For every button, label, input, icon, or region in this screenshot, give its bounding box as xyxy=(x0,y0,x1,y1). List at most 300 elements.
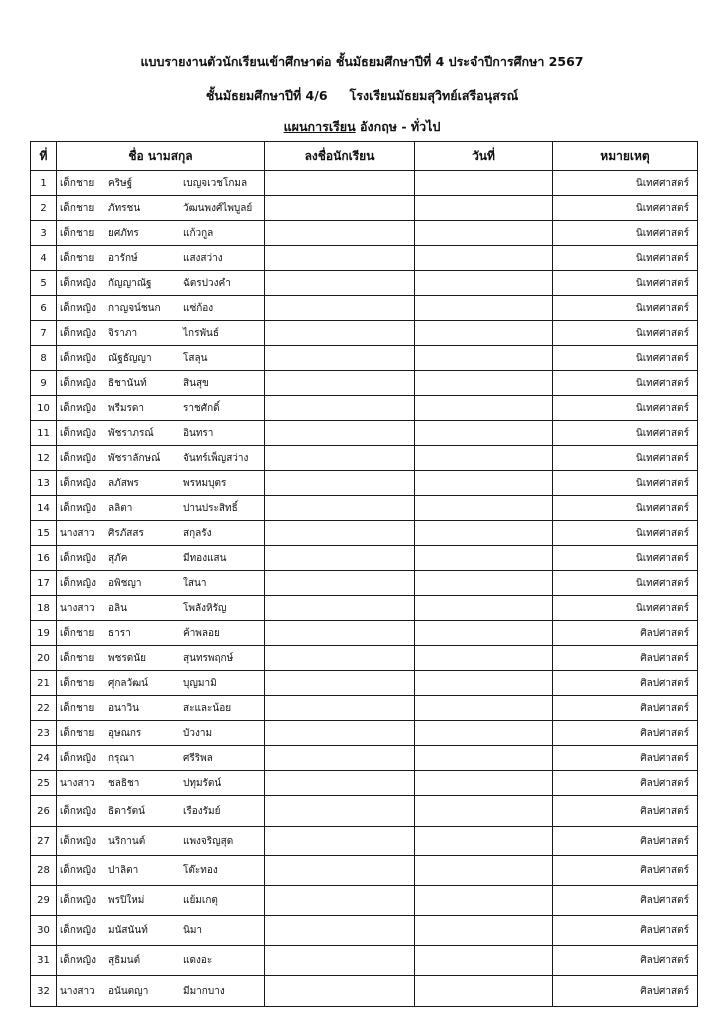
school-name: โรงเรียนมัธยมสุวิทย์เสรีอนุสรณ์ xyxy=(349,88,519,103)
row-number: 24 xyxy=(31,746,57,771)
date-cell[interactable] xyxy=(415,771,553,796)
student-name-cell xyxy=(57,346,265,371)
date-cell[interactable] xyxy=(415,671,553,696)
signature-cell[interactable] xyxy=(265,746,415,771)
remark-cell: นิเทศศาสตร์ xyxy=(553,571,698,596)
student-name-cell xyxy=(57,596,265,621)
first-name: ณัฐธัญญา xyxy=(108,352,152,364)
name-prefix: เด็กหญิง xyxy=(60,377,96,389)
name-prefix: เด็กชาย xyxy=(60,227,95,239)
remark-cell: นิเทศศาสตร์ xyxy=(553,321,698,346)
first-name: สุธิมนต์ xyxy=(108,955,141,966)
study-plan-value: อังกฤษ - ทั่วไป xyxy=(360,119,441,134)
name-prefix: เด็กหญิง xyxy=(60,865,96,876)
signature-cell[interactable] xyxy=(265,571,415,596)
last-name: ปทุมรัตน์ xyxy=(183,777,222,789)
name-prefix: เด็กชาย xyxy=(60,627,95,639)
date-cell[interactable] xyxy=(415,886,553,916)
name-prefix: เด็กหญิง xyxy=(60,552,96,564)
header-no: ที่ xyxy=(31,142,57,171)
first-name: ยศภัทร xyxy=(108,227,139,239)
last-name: อินทรา xyxy=(183,427,214,439)
student-name-cell xyxy=(57,946,265,976)
row-number: 26 xyxy=(31,796,57,827)
header-signature: ลงชื่อนักเรียน xyxy=(265,142,415,171)
row-number: 10 xyxy=(31,396,57,421)
name-prefix: เด็กชาย xyxy=(60,677,95,689)
last-name: แย้มเกตุ xyxy=(183,895,218,906)
date-cell[interactable] xyxy=(415,246,553,271)
name-prefix: เด็กหญิง xyxy=(60,302,96,314)
student-name-cell xyxy=(57,571,265,596)
last-name: เรืองรัมย์ xyxy=(183,805,221,817)
header-remark: หมายเหตุ xyxy=(553,142,698,171)
student-name-cell xyxy=(57,976,265,1007)
student-name-cell xyxy=(57,521,265,546)
first-name: อนันตญา xyxy=(108,985,149,997)
student-name-cell xyxy=(57,696,265,721)
table-row xyxy=(31,621,698,646)
name-prefix: นางสาว xyxy=(60,985,95,997)
first-name: คริษฐ์ xyxy=(108,177,133,189)
name-prefix: เด็กหญิง xyxy=(60,925,96,936)
date-cell[interactable] xyxy=(415,196,553,221)
remark-cell: นิเทศศาสตร์ xyxy=(553,471,698,496)
row-number: 31 xyxy=(31,946,57,976)
last-name: แดงอะ xyxy=(183,955,213,966)
name-prefix: เด็กหญิง xyxy=(60,955,96,966)
name-prefix: เด็กหญิง xyxy=(60,327,96,339)
first-name: พัชราภรณ์ xyxy=(108,427,154,439)
study-plan-label: แผนการเรียน xyxy=(283,119,356,134)
signature-cell[interactable] xyxy=(265,496,415,521)
name-prefix: นางสาว xyxy=(60,777,95,789)
date-cell[interactable] xyxy=(415,446,553,471)
signature-cell[interactable] xyxy=(265,446,415,471)
first-name: ศุกลวัฒน์ xyxy=(108,677,149,689)
row-number: 16 xyxy=(31,546,57,571)
remark-cell: ศิลปศาสตร์ xyxy=(553,827,698,856)
row-number: 8 xyxy=(31,346,57,371)
name-prefix: เด็กหญิง xyxy=(60,277,96,289)
name-prefix: เด็กหญิง xyxy=(60,352,96,364)
remark-cell: ศิลปศาสตร์ xyxy=(553,746,698,771)
remark-cell: นิเทศศาสตร์ xyxy=(553,296,698,321)
date-cell[interactable] xyxy=(415,596,553,621)
remark-cell: นิเทศศาสตร์ xyxy=(553,271,698,296)
row-number: 1 xyxy=(31,171,57,196)
header-date: วันที่ xyxy=(415,142,553,171)
remark-cell: นิเทศศาสตร์ xyxy=(553,196,698,221)
student-name-cell xyxy=(57,546,265,571)
name-prefix: นางสาว xyxy=(60,602,95,614)
student-name-cell xyxy=(57,671,265,696)
first-name: กาญจน์ชนก xyxy=(108,302,161,314)
table-row xyxy=(31,721,698,746)
row-number: 20 xyxy=(31,646,57,671)
signature-cell[interactable] xyxy=(265,976,415,1007)
student-name-cell xyxy=(57,196,265,221)
date-cell[interactable] xyxy=(415,271,553,296)
name-prefix: เด็กชาย xyxy=(60,652,95,664)
row-number: 12 xyxy=(31,446,57,471)
table-row xyxy=(31,856,698,886)
row-number: 21 xyxy=(31,671,57,696)
first-name: กัญญาณัฐ xyxy=(108,277,152,289)
signature-cell[interactable] xyxy=(265,371,415,396)
signature-cell[interactable] xyxy=(265,771,415,796)
last-name: พรหมบุตร xyxy=(183,477,227,489)
row-number: 7 xyxy=(31,321,57,346)
remark-cell: ศิลปศาสตร์ xyxy=(553,721,698,746)
student-name-cell xyxy=(57,321,265,346)
name-prefix: เด็กหญิง xyxy=(60,427,96,439)
first-name: สุภัค xyxy=(108,552,128,564)
table-row xyxy=(31,221,698,246)
remark-cell: ศิลปศาสตร์ xyxy=(553,856,698,886)
row-number: 23 xyxy=(31,721,57,746)
student-name-cell xyxy=(57,446,265,471)
name-prefix: เด็กชาย xyxy=(60,702,95,714)
first-name: มนัสนันท์ xyxy=(108,925,148,936)
row-number: 6 xyxy=(31,296,57,321)
table-row xyxy=(31,571,698,596)
table-row xyxy=(31,946,698,976)
signature-cell[interactable] xyxy=(265,196,415,221)
last-name: สกุลรัง xyxy=(183,527,212,539)
row-number: 15 xyxy=(31,521,57,546)
table-row xyxy=(31,796,698,827)
signature-cell[interactable] xyxy=(265,827,415,856)
last-name: เบญจเวชโกมล xyxy=(183,177,248,189)
student-name-cell xyxy=(57,856,265,886)
signature-cell[interactable] xyxy=(265,721,415,746)
student-name-cell xyxy=(57,796,265,827)
date-cell[interactable] xyxy=(415,571,553,596)
student-name-cell xyxy=(57,646,265,671)
date-cell[interactable] xyxy=(415,546,553,571)
row-number: 14 xyxy=(31,496,57,521)
remark-cell: ศิลปศาสตร์ xyxy=(553,621,698,646)
remark-cell: นิเทศศาสตร์ xyxy=(553,171,698,196)
row-number: 30 xyxy=(31,916,57,946)
table-row xyxy=(31,296,698,321)
last-name: จันทร์เพ็ญสว่าง xyxy=(183,452,249,464)
table-row xyxy=(31,646,698,671)
last-name: ปานประสิทธิ์ xyxy=(183,502,238,514)
signature-cell[interactable] xyxy=(265,546,415,571)
signature-cell[interactable] xyxy=(265,796,415,827)
student-name-cell xyxy=(57,471,265,496)
first-name: ภัทรชน xyxy=(108,202,141,214)
row-number: 22 xyxy=(31,696,57,721)
last-name: ราชศักดิ์ xyxy=(183,402,220,414)
date-cell[interactable] xyxy=(415,721,553,746)
table-row xyxy=(31,771,698,796)
signature-cell[interactable] xyxy=(265,671,415,696)
last-name: วัฒนพงศ์ไพบูลย์ xyxy=(183,202,253,214)
signature-cell[interactable] xyxy=(265,171,415,196)
student-name-cell xyxy=(57,746,265,771)
date-cell[interactable] xyxy=(415,421,553,446)
name-prefix: นางสาว xyxy=(60,527,95,539)
remark-cell: นิเทศศาสตร์ xyxy=(553,246,698,271)
table-row xyxy=(31,886,698,916)
student-name-cell xyxy=(57,886,265,916)
last-name: มีมากบาง xyxy=(183,985,225,997)
date-cell[interactable] xyxy=(415,976,553,1007)
table-header-row xyxy=(31,142,698,171)
signature-cell[interactable] xyxy=(265,471,415,496)
student-name-cell xyxy=(57,371,265,396)
row-number: 9 xyxy=(31,371,57,396)
name-prefix: เด็กหญิง xyxy=(60,577,96,589)
signature-cell[interactable] xyxy=(265,916,415,946)
date-cell[interactable] xyxy=(415,396,553,421)
name-prefix: เด็กหญิง xyxy=(60,835,96,847)
table-row xyxy=(31,246,698,271)
row-number: 4 xyxy=(31,246,57,271)
last-name: แสงสว่าง xyxy=(183,252,223,264)
date-cell[interactable] xyxy=(415,171,553,196)
first-name: ลภัสพร xyxy=(108,477,139,489)
table-row xyxy=(31,396,698,421)
first-name: อนาวิน xyxy=(108,702,139,714)
class-name: ชั้นมัธยมศึกษาปีที่ 4/6 xyxy=(205,88,328,103)
last-name: โสลุน xyxy=(183,352,208,364)
name-prefix: เด็กชาย xyxy=(60,727,95,739)
remark-cell: ศิลปศาสตร์ xyxy=(553,696,698,721)
first-name: พชรดนัย xyxy=(108,652,146,664)
signature-cell[interactable] xyxy=(265,856,415,886)
remark-cell: นิเทศศาสตร์ xyxy=(553,546,698,571)
row-number: 5 xyxy=(31,271,57,296)
remark-cell: นิเทศศาสตร์ xyxy=(553,446,698,471)
last-name: บุญมามิ xyxy=(183,677,217,689)
date-cell[interactable] xyxy=(415,496,553,521)
row-number: 11 xyxy=(31,421,57,446)
table-row xyxy=(31,671,698,696)
name-prefix: เด็กชาย xyxy=(60,177,95,189)
student-name-cell xyxy=(57,296,265,321)
signature-cell[interactable] xyxy=(265,221,415,246)
first-name: ธารา xyxy=(108,627,131,639)
date-cell[interactable] xyxy=(415,646,553,671)
name-prefix: เด็กชาย xyxy=(60,202,95,214)
signature-cell[interactable] xyxy=(265,621,415,646)
date-cell[interactable] xyxy=(415,856,553,886)
remark-cell: นิเทศศาสตร์ xyxy=(553,221,698,246)
table-row xyxy=(31,271,698,296)
first-name: พรีมรดา xyxy=(108,402,145,414)
signature-cell[interactable] xyxy=(265,696,415,721)
remark-cell: ศิลปศาสตร์ xyxy=(553,916,698,946)
date-cell[interactable] xyxy=(415,696,553,721)
first-name: อลิน xyxy=(108,602,127,614)
last-name: สินสุข xyxy=(183,377,209,389)
date-cell[interactable] xyxy=(415,827,553,856)
last-name: แซ่ก้อง xyxy=(183,302,214,314)
table-row xyxy=(31,321,698,346)
document-title: แบบรายงานตัวนักเรียนเข้าศึกษาต่อ ชั้นมัธยมศึกษาปีที่ 4 ประจำปีการศึกษา 2567 xyxy=(140,54,584,69)
table-row xyxy=(31,446,698,471)
study-plan-line xyxy=(0,117,724,137)
student-name-cell xyxy=(57,246,265,271)
table-row xyxy=(31,596,698,621)
remark-cell: ศิลปศาสตร์ xyxy=(553,946,698,976)
name-prefix: เด็กชาย xyxy=(60,252,95,264)
row-number: 28 xyxy=(31,856,57,886)
last-name: บัวงาม xyxy=(183,727,213,739)
student-name-cell xyxy=(57,171,265,196)
header-name: ชื่อ นามสกุล xyxy=(57,142,265,171)
remark-cell: ศิลปศาสตร์ xyxy=(553,886,698,916)
first-name: อารักษ์ xyxy=(108,252,138,264)
remark-cell: นิเทศศาสตร์ xyxy=(553,596,698,621)
name-prefix: เด็กหญิง xyxy=(60,452,96,464)
last-name: ไกรพันธ์ xyxy=(183,327,219,339)
signature-cell[interactable] xyxy=(265,246,415,271)
table-row xyxy=(31,916,698,946)
signature-cell[interactable] xyxy=(265,271,415,296)
table-row xyxy=(31,976,698,1007)
date-cell[interactable] xyxy=(415,471,553,496)
date-cell[interactable] xyxy=(415,221,553,246)
table-row xyxy=(31,827,698,856)
table-row xyxy=(31,746,698,771)
remark-cell: ศิลปศาสตร์ xyxy=(553,771,698,796)
remark-cell: นิเทศศาสตร์ xyxy=(553,396,698,421)
table-row xyxy=(31,196,698,221)
last-name: ใสนา xyxy=(183,577,207,589)
signature-cell[interactable] xyxy=(265,946,415,976)
remark-cell: นิเทศศาสตร์ xyxy=(553,421,698,446)
table-row xyxy=(31,471,698,496)
student-name-cell xyxy=(57,421,265,446)
last-name: มีทองแสน xyxy=(183,552,227,564)
signature-cell[interactable] xyxy=(265,321,415,346)
first-name: พัชราลักษณ์ xyxy=(108,452,161,464)
first-name: กรุณา xyxy=(108,752,135,764)
date-cell[interactable] xyxy=(415,371,553,396)
last-name: นิมา xyxy=(183,925,203,936)
name-prefix: เด็กหญิง xyxy=(60,752,96,764)
remark-cell: นิเทศศาสตร์ xyxy=(553,346,698,371)
student-name-cell xyxy=(57,271,265,296)
name-prefix: เด็กหญิง xyxy=(60,805,96,817)
last-name: สุนทรพฤกษ์ xyxy=(183,652,234,664)
table-row xyxy=(31,371,698,396)
signature-cell[interactable] xyxy=(265,346,415,371)
date-cell[interactable] xyxy=(415,521,553,546)
row-number: 18 xyxy=(31,596,57,621)
table-row xyxy=(31,496,698,521)
last-name: ศรีริพล xyxy=(183,752,213,764)
last-name: แก้วกูล xyxy=(183,227,214,239)
remark-cell: ศิลปศาสตร์ xyxy=(553,671,698,696)
date-cell[interactable] xyxy=(415,746,553,771)
student-name-cell xyxy=(57,721,265,746)
student-name-cell xyxy=(57,827,265,856)
date-cell[interactable] xyxy=(415,946,553,976)
table-row xyxy=(31,171,698,196)
table-row xyxy=(31,521,698,546)
date-cell[interactable] xyxy=(415,346,553,371)
first-name: อุษณกร xyxy=(108,727,142,739)
signature-cell[interactable] xyxy=(265,521,415,546)
first-name: จิราภา xyxy=(108,327,138,339)
first-name: อพิชญา xyxy=(108,577,142,589)
last-name: สะและน้อย xyxy=(183,702,232,714)
first-name: ลลิตา xyxy=(108,502,133,514)
name-prefix: เด็กหญิง xyxy=(60,895,96,906)
signature-cell[interactable] xyxy=(265,596,415,621)
signature-cell[interactable] xyxy=(265,421,415,446)
name-prefix: เด็กหญิง xyxy=(60,502,96,514)
remark-cell: ศิลปศาสตร์ xyxy=(553,976,698,1007)
table-row xyxy=(31,421,698,446)
remark-cell: ศิลปศาสตร์ xyxy=(553,796,698,827)
date-cell[interactable] xyxy=(415,621,553,646)
first-name: พรปิใหม่ xyxy=(108,895,145,906)
last-name: แพงจริญสุด xyxy=(183,835,234,847)
first-name: ชลธิชา xyxy=(108,777,140,789)
date-cell[interactable] xyxy=(415,796,553,827)
table-row xyxy=(31,346,698,371)
table-row xyxy=(31,696,698,721)
row-number: 13 xyxy=(31,471,57,496)
name-prefix: เด็กหญิง xyxy=(60,477,96,489)
signature-cell[interactable] xyxy=(265,296,415,321)
row-number: 25 xyxy=(31,771,57,796)
student-name-cell xyxy=(57,221,265,246)
remark-cell: ศิลปศาสตร์ xyxy=(553,646,698,671)
first-name: ธิชานันท์ xyxy=(108,377,147,389)
last-name: โต๊ะทอง xyxy=(183,865,218,876)
row-number: 2 xyxy=(31,196,57,221)
signature-cell[interactable] xyxy=(265,396,415,421)
student-name-cell xyxy=(57,621,265,646)
last-name: ค้าพลอย xyxy=(183,627,220,639)
row-number: 3 xyxy=(31,221,57,246)
row-number: 17 xyxy=(31,571,57,596)
row-number: 32 xyxy=(31,976,57,1007)
last-name: โพลังหิรัญ xyxy=(183,602,227,614)
last-name: ฉัตรปวงคำ xyxy=(183,277,231,289)
signature-cell[interactable] xyxy=(265,646,415,671)
class-school-line xyxy=(0,86,724,106)
row-number: 27 xyxy=(31,827,57,856)
first-name: ศิรภัสสร xyxy=(108,527,144,539)
row-number: 29 xyxy=(31,886,57,916)
first-name: ปาลิตา xyxy=(108,865,139,876)
first-name: นริกานต์ xyxy=(108,835,146,847)
row-number: 19 xyxy=(31,621,57,646)
student-name-cell xyxy=(57,396,265,421)
date-cell[interactable] xyxy=(415,296,553,321)
student-table xyxy=(30,141,698,1007)
signature-cell[interactable] xyxy=(265,886,415,916)
table-row xyxy=(31,546,698,571)
date-cell[interactable] xyxy=(415,321,553,346)
remark-cell: นิเทศศาสตร์ xyxy=(553,371,698,396)
first-name: ธิดารัตน์ xyxy=(108,805,145,817)
student-name-cell xyxy=(57,771,265,796)
student-name-cell xyxy=(57,916,265,946)
student-name-cell xyxy=(57,496,265,521)
name-prefix: เด็กหญิง xyxy=(60,402,96,414)
date-cell[interactable] xyxy=(415,916,553,946)
